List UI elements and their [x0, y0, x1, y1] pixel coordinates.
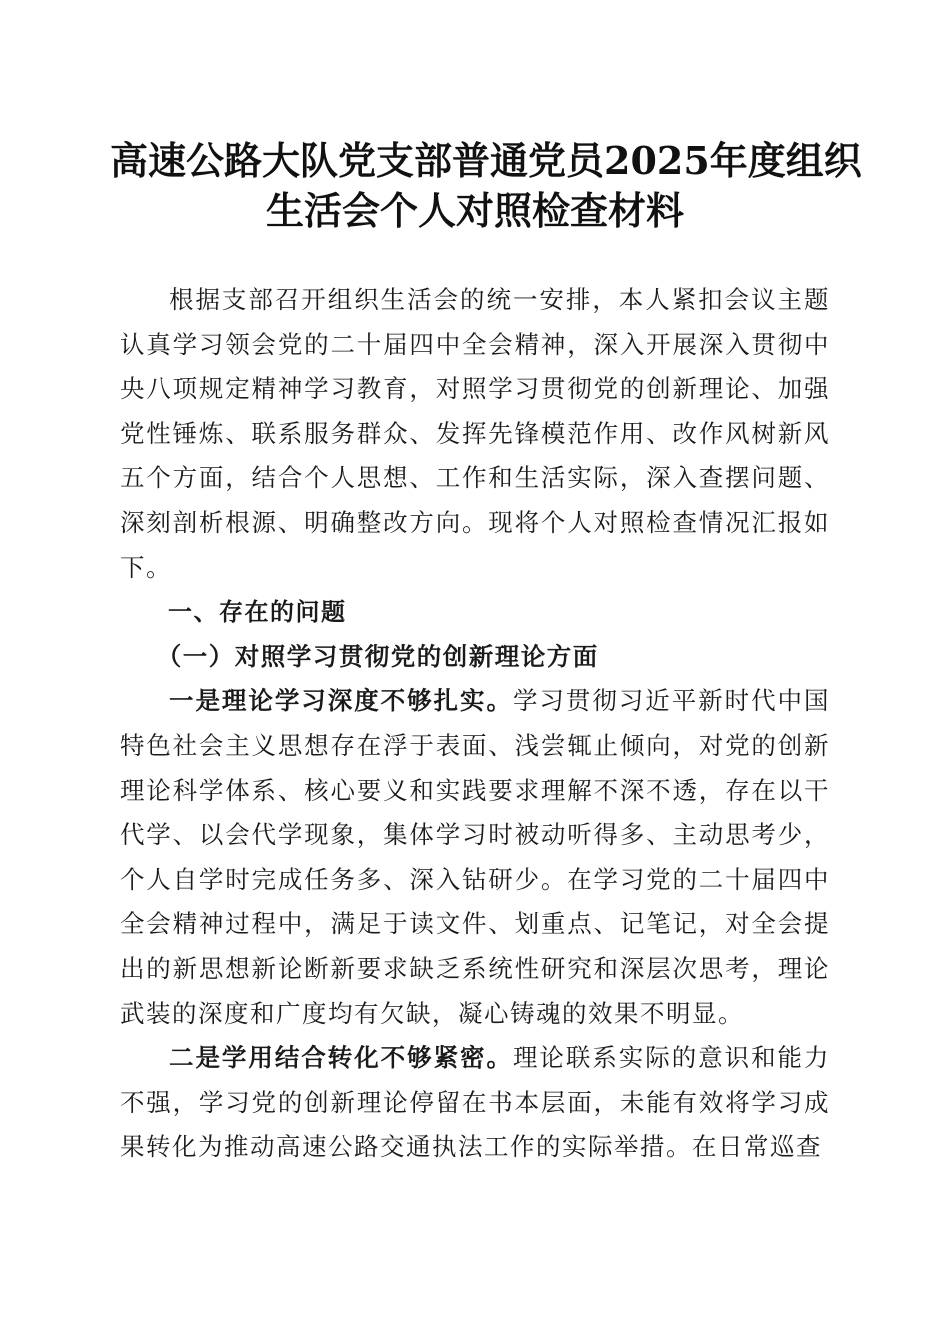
- title-line-1: 高速公路大队党支部普通党员2025年度组织: [110, 138, 862, 183]
- point-1-text: 学习贯彻习近平新时代中国特色社会主义思想存在浮于表面、浅尝辄止倾向，对党的创新理论科学体系、核心要义和实践要求理解不深不透，存在以干代学、以会代学现象，集体学习时被动听得多、主动思考少，个人自学时完成任务多、深入钻研少。在学习党的二十届四中全会精神过程中，满足于读文件、划重点、记笔记，对全会提出的新思想新论断新要求缺乏系统性研究和深层次思考，理论武装的深度和广度均有欠缺，凝心铸魂的效果不明显。: [120, 686, 831, 1028]
- section-heading-problems: 一、存在的问题: [168, 598, 347, 627]
- point-1-paragraph: [120, 679, 830, 1036]
- subsection-heading-theory: （一）对照学习贯彻党的创新理论方面: [156, 641, 599, 671]
- point-2-lead: 二是学用结合转化不够紧密。: [169, 1043, 513, 1073]
- intro-paragraph: 根据支部召开组织生活会的统一安排，本人紧扣会议主题认真学习领会党的二十届四中全会精神，深入开展深入贯彻中央八项规定精神学习教育，对照学习贯彻党的创新理论、加强党性锤炼、联系服务群众、发挥先锋模范作用、改作风树新风五个方面，结合个人思想、工作和生活实际，深入查摆问题、深刻剖析根源、明确整改方向。现将个人对照检查情况汇报如下。: [120, 285, 830, 582]
- document-body: [120, 278, 830, 1170]
- title-line-2: 生活会个人对照检查材料: [265, 188, 684, 233]
- point-1-lead: 一是理论学习深度不够扎实。: [169, 686, 513, 716]
- point-2-text: 理论联系实际的意识和能力不强，学习党的创新理论停留在书本层面，未能有效将学习成果转化为推动高速公路交通执法工作的实际举措。在日常巡查: [120, 1043, 831, 1162]
- document-title: [110, 136, 862, 236]
- point-2-paragraph: [120, 1036, 830, 1170]
